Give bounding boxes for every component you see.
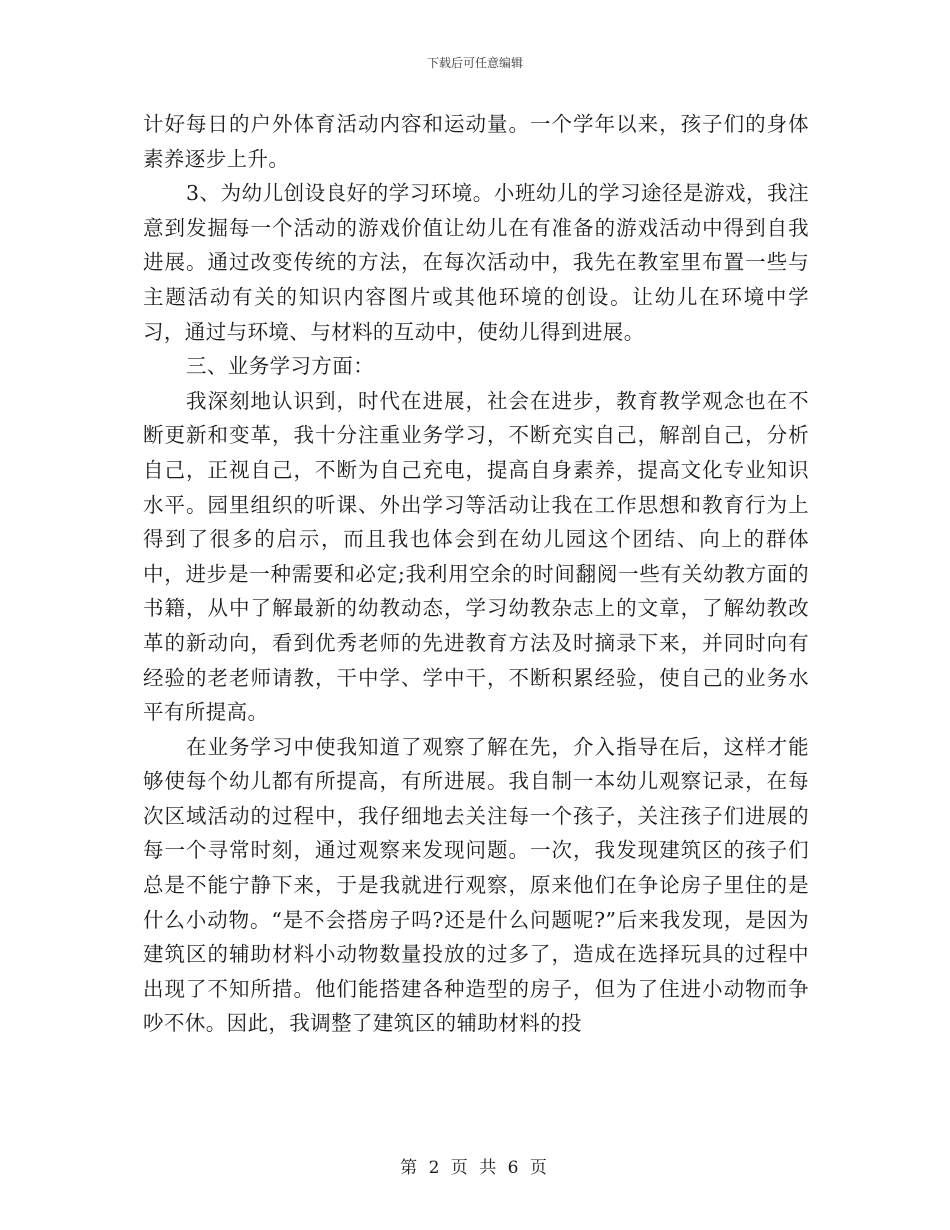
paragraph-observation: 在业务学习中使我知道了观察了解在先，介入指导在后，这样才能够使每个幼儿都有所提高，有所进展。我自制一本幼儿观察记录，在每次区域活动的过程中，我仔细地去关注每一个孩子，关注孩子们进展的每一个寻常时刻，通过观察来发现问题。一次，我发现建筑区的孩子们总是不能宁静下来，于是我就进行观察，原来他们在争论房子里住的是什么小动物。“是不会搭房子吗?还是什么问题呢?”后来我发现，是因为建筑区的辅助材料小动物数量投放的过多了，造成在选择玩具的过程中出现了不知所措。他们能搭建各种造型的房子，但为了住进小动物而争吵不休。因此，我调整了建筑区的辅助材料的投 — [143, 734, 809, 1036]
page-header-note: 下载后可任意编辑 — [426, 56, 523, 70]
page-number: 第 2 页 共 6 页 — [400, 1158, 550, 1178]
section-heading-professional-study: 三、业务学习方面： — [186, 354, 375, 379]
paragraph-professional-study: 我深刻地认识到，时代在进展，社会在进步，教育教学观念也在不断更新和变革，我十分注重业务学习，不断充实自己，解剖自己，分析自己，正视自己，不断为自己充电，提高自身素养，提高文化专业知识水平。园里组织的听课、外出学习等活动让我在工作思想和教育行为上得到了很多的启示，而且我也体会到在幼儿园这个团结、向上的群体中，进步是一种需要和必定;我利用空余的时间翻阅一些有关幼教方面的书籍，从中了解最新的幼教动态，学习幼教杂志上的文章，了解幼教改革的新动向，看到优秀老师的先进教育方法及时摘录下来，并同时向有经验的老老师请教，干中学、学中干，不断积累经验，使自己的业务水平有所提高。 — [143, 388, 809, 725]
paragraph-continuation: 计好每日的户外体育活动内容和运动量。一个学年以来，孩子们的身体素养逐步上升。 — [143, 112, 809, 171]
paragraph-learning-environment: 3、为幼儿创设良好的学习环境。小班幼儿的学习途径是游戏，我注意到发掘每一个活动的游戏价值让幼儿在有准备的游戏活动中得到自我进展。通过改变传统的方法，在每次活动中，我先在教室里布置一些与主题活动有关的知识内容图片或其他环境的创设。让幼儿在环境中学习，通过与环境、与材料的互动中，使幼儿得到进展。 — [143, 181, 809, 344]
document-body — [143, 107, 809, 1041]
